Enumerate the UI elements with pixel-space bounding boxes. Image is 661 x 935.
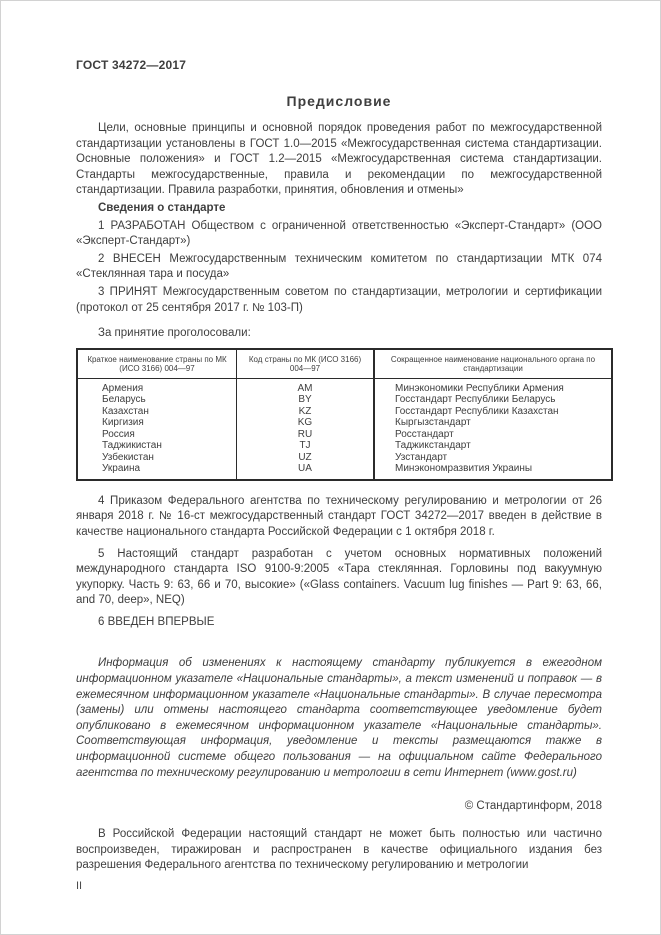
agency-cell: Узстандарт (374, 452, 612, 464)
standard-info-heading: Сведения о стандарте (98, 201, 226, 214)
country-cell: Беларусь (102, 394, 146, 406)
country-cell: Киргизия (102, 417, 144, 429)
iso-basis-clause: 5 Настоящий стандарт разработан с учетом основных нормативных положений международного стандарта ISO 9100-9:2005 «Тара стеклянная. Горловины под вакуумную укупорку. Часть 9: 63, 66 и 70, высокие» («Glass containers. Vacuum lug finishes — Part 9: 63, 66, and 70, deep», NEQ) (76, 547, 602, 607)
table-row (77, 429, 612, 441)
code-cell: RU (237, 429, 375, 441)
country-cell: Узбекистан (102, 451, 154, 463)
header-national-body: Сокращенное наименование национального органа по стандартизации (374, 349, 612, 379)
code-cell: BY (237, 394, 375, 406)
reproduction-restriction: В Российской Федерации настоящий стандарт не может быть полностью или частично воспроизведен, тиражирован и распространен в качестве официального издания без разрешения Федерального агентства по техническому регулированию и метрологии (76, 828, 602, 872)
voting-table-header-row (77, 349, 612, 379)
agency-cell: Кыргызстандарт (374, 417, 612, 429)
table-row (77, 463, 612, 480)
code-cell: AM (237, 378, 375, 394)
table-row (77, 452, 612, 464)
table-row (77, 417, 612, 429)
page-number: II (76, 880, 83, 892)
country-cell: Таджикистан (102, 440, 162, 452)
country-cell: Казахстан (102, 405, 149, 417)
country-cell: Армения (102, 382, 144, 394)
page-title: Предисловие (286, 93, 392, 109)
code-cell: KG (237, 417, 375, 429)
intro-paragraph: Цели, основные принципы и основной порядок проведения работ по межгосударственной стандартизации установлены в ГОСТ 1.0—2015 «Межгосударственная система стандартизации. Основные положения» и ГОСТ 1.2—2015 «Межгосударственная система стандартизации. Стандарты межгосударственные, правила и рекомендации по межгосударственной стандартизации. Правила разработки, принятия, обновления и отмены» (76, 122, 602, 197)
vote-intro-line: За принятие проголосовали: (98, 327, 251, 340)
agency-cell: Таджикстандарт (374, 440, 612, 452)
voting-table-head (77, 349, 612, 379)
table-row (77, 406, 612, 418)
table-row (77, 440, 612, 452)
voting-table-body (77, 378, 612, 480)
submitted-clause: 2 ВНЕСЕН Межгосударственным техническим комитетом по стандартизации МТК 074 «Стеклянная тара и посуда» (76, 252, 602, 281)
table-row (77, 394, 612, 406)
voting-table (76, 348, 613, 481)
header-country-code: Код страны по МК (ИСО 3166) 004—97 (237, 349, 375, 379)
adopted-clause: 3 ПРИНЯТ Межгосударственным советом по стандартизации, метрологии и сертификации (протокол от 25 сентября 2017 г. № 103-П) (76, 285, 602, 314)
agency-cell: Госстандарт Республики Казахстан (374, 406, 612, 418)
doc-number: ГОСТ 34272—2017 (76, 58, 187, 72)
agency-cell: Минэкономики Республики Армения (374, 378, 612, 394)
header-country-name: Краткое наименование страны по МК (ИСО 3166) 004—97 (77, 349, 237, 379)
code-cell: TJ (237, 440, 375, 452)
first-introduced-clause: 6 ВВЕДЕН ВПЕРВЫЕ (98, 615, 215, 628)
code-cell: UA (237, 463, 375, 480)
code-cell: KZ (237, 406, 375, 418)
table-row (77, 378, 612, 394)
copyright-notice: © Стандартинформ, 2018 (464, 800, 602, 813)
country-cell: Украина (102, 463, 141, 475)
code-cell: UZ (237, 452, 375, 464)
agency-cell: Минэкономразвития Украины (374, 463, 612, 480)
agency-cell: Госстандарт Республики Беларусь (374, 394, 612, 406)
developed-clause: 1 РАЗРАБОТАН Обществом с ограниченной ответственностью «Эксперт-Стандарт» (ООО «Эксперт-Стандарт») (76, 219, 602, 248)
amendments-note: Информация об изменениях к настоящему стандарту публикуется в ежегодном информационном указателе «Национальные стандарты», а текст изменений и поправок — в ежемесячном информационном указателе «Национальные стандарты». В случае пересмотра (замены) или отмены настоящего стандарта соответствующее уведомление будет опубликовано в ежемесячном информационном указателе «Национальные стандарты». Соответствующая информация, уведомление и тексты размещаются также в информационной системе общего пользования — на официальном сайте Федерального агентства по техническому регулированию и метрологии в сети Интернет (www.gost.ru) (76, 657, 602, 779)
agency-cell: Росстандарт (374, 429, 612, 441)
country-cell: Россия (102, 428, 135, 440)
order-clause: 4 Приказом Федерального агентства по техническому регулированию и метрологии от 26 января 2018 г. № 16-ст межгосударственный стандарт ГОСТ 34272—2017 введен в действие в качестве национального стандарта Российской Федерации с 1 октября 2018 г. (76, 494, 602, 538)
